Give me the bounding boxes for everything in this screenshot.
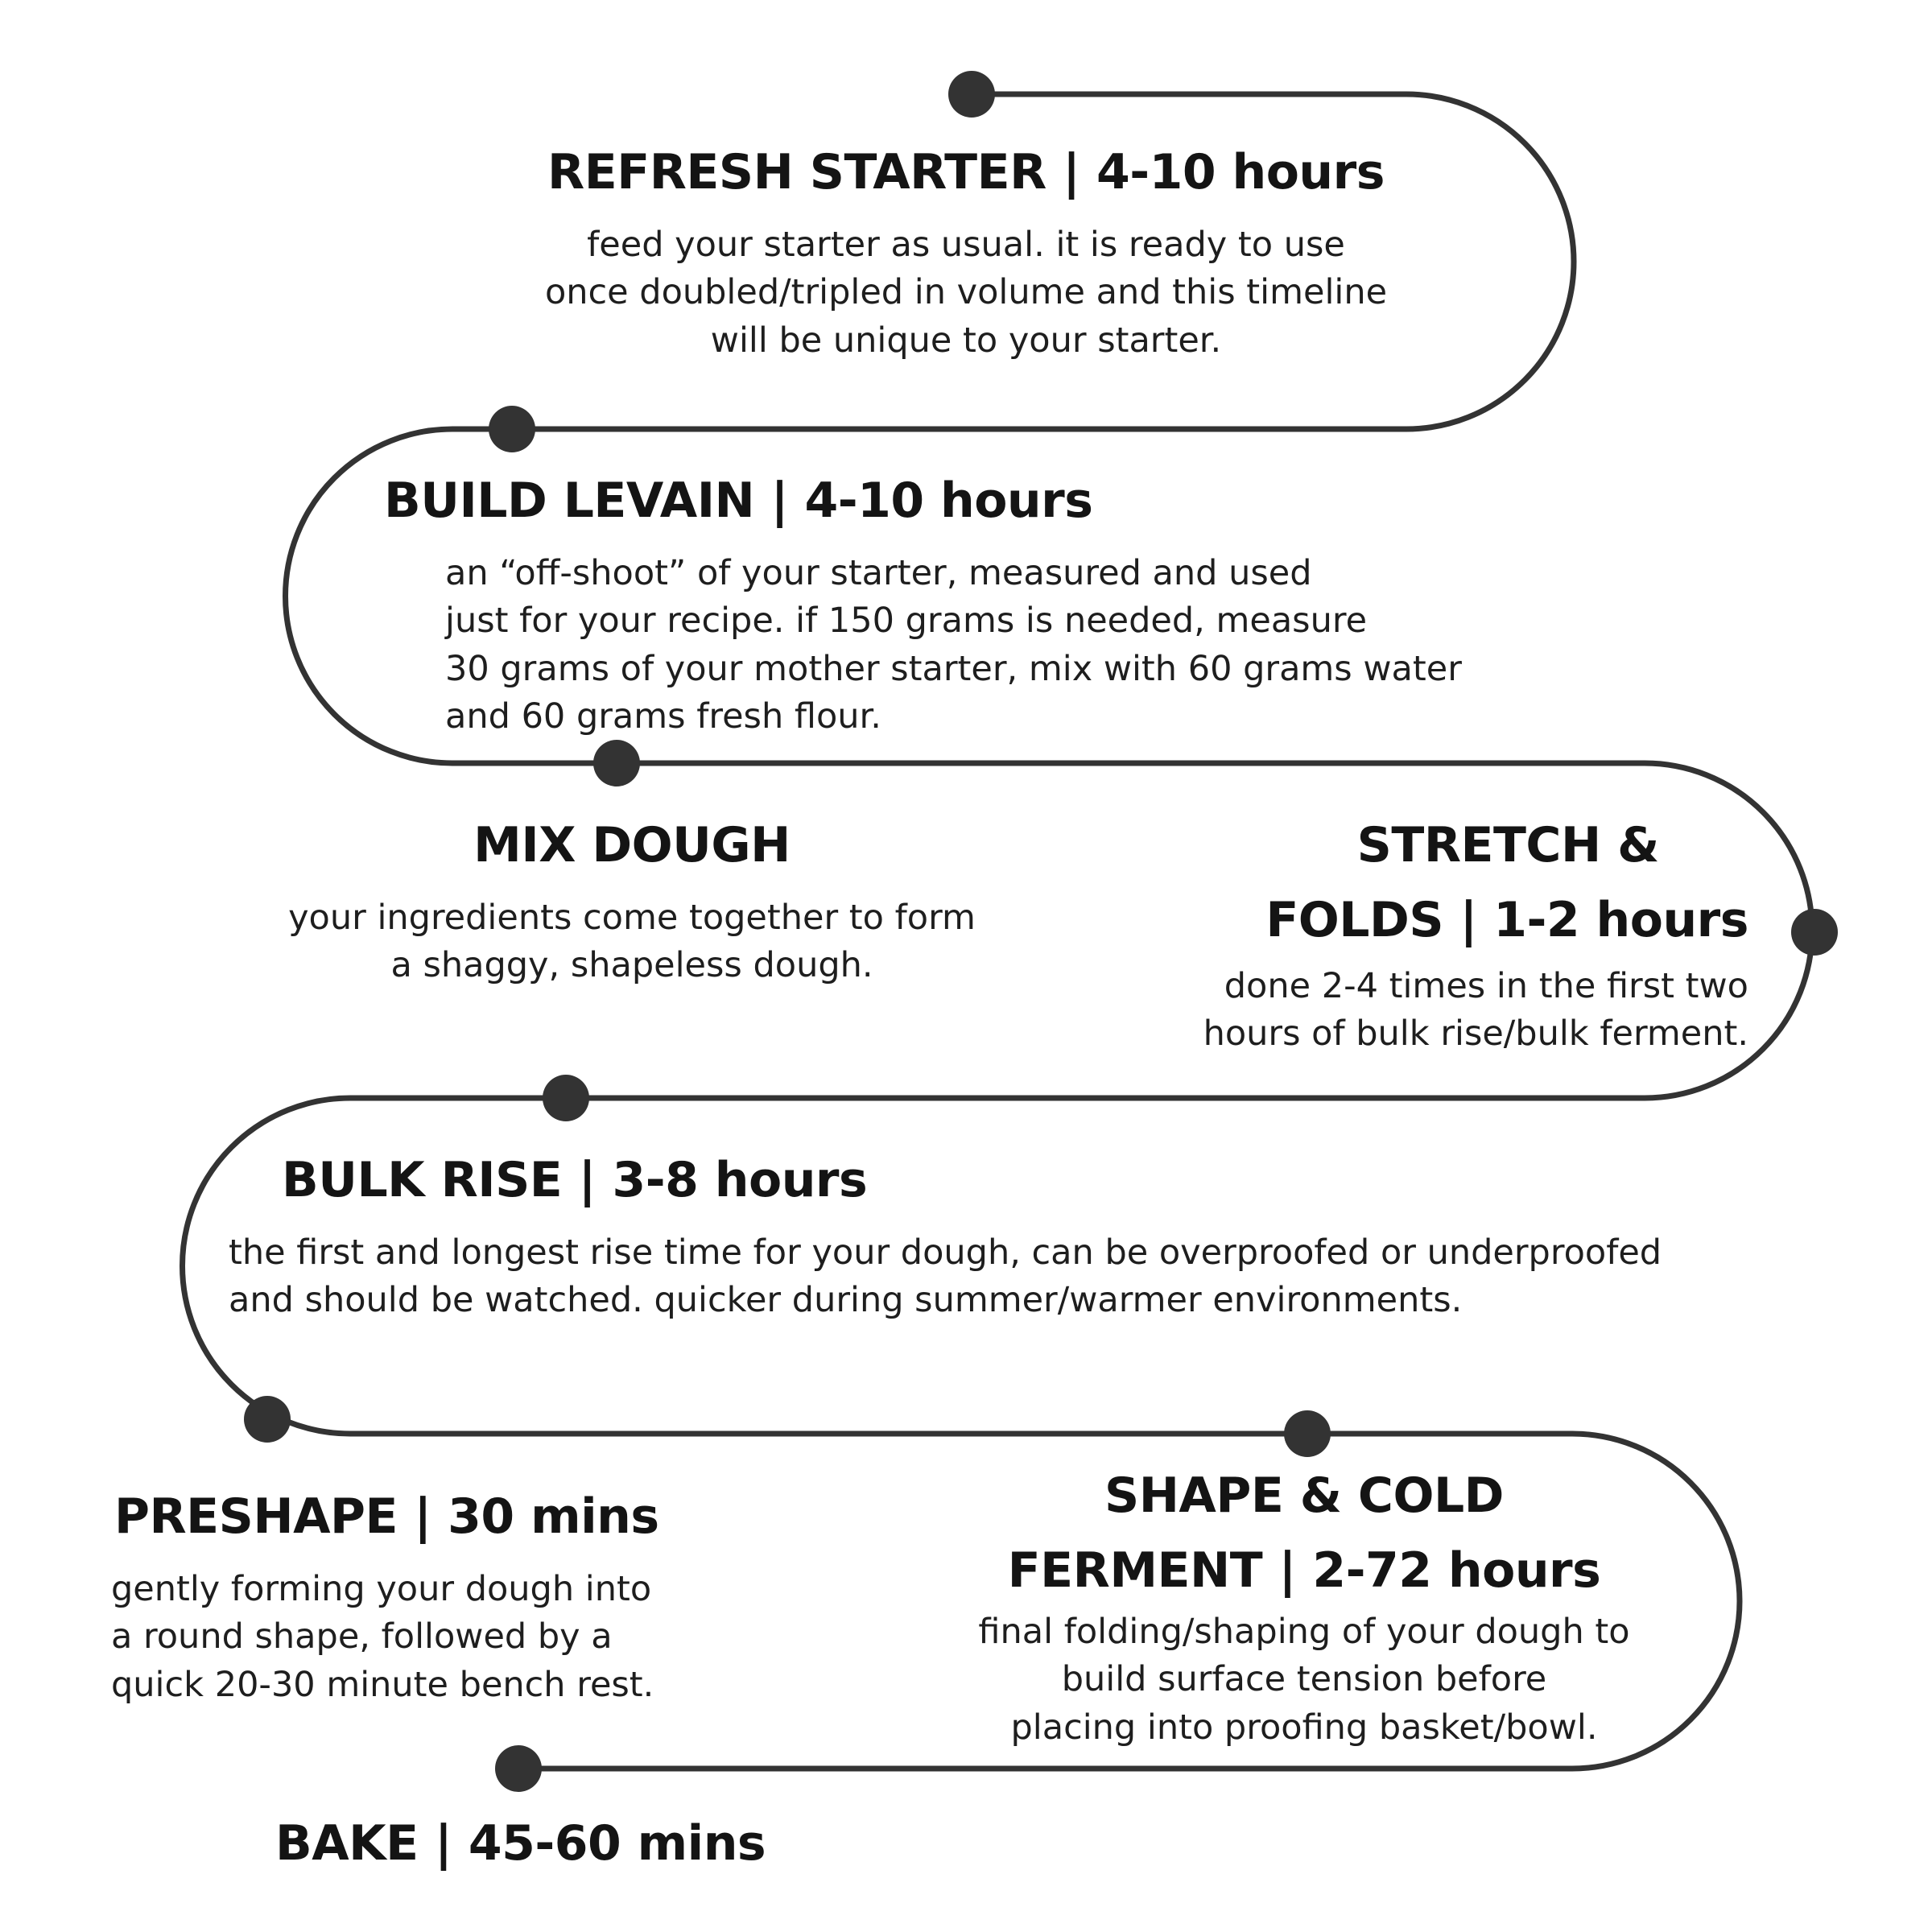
step-title: BULK RISE | 3-8 hours [282,1152,868,1208]
step-title-line: SHAPE & COLD [1104,1468,1504,1524]
step-description [445,550,1462,741]
step-description-line: quick 20-30 minute bench rest. [111,1664,654,1705]
step-description-line: feed your starter as usual. it is ready to use [587,225,1345,265]
timeline-node-shape-cold-ferment [1284,1410,1331,1457]
step-title: MIX DOUGH [473,817,791,873]
step-description-line: hours of bulk rise/bulk ferment. [1203,1013,1748,1055]
step-description-line: just for your recipe. if 150 grams is needed, measure [445,601,1368,642]
step-description [288,894,976,990]
step-description-line: once doubled/tripled in volume and this timeline [544,272,1388,313]
timeline-node-bake [495,1745,542,1792]
step-description [229,1229,1662,1325]
step-preshape [111,1480,659,1709]
step-description-line: the first and longest rise time for your dough, can be overproofed or underproofed [229,1232,1662,1273]
timeline-node-build-levain [489,406,535,452]
step-title-line: FERMENT | 2-72 hours [1007,1542,1601,1599]
step-shape-cold-ferment [978,1459,1629,1752]
step-description-line: a shaggy, shapeless dough. [390,945,873,986]
step-description-line: an “off-shoot” of your starter, measured and used [445,553,1312,593]
step-description-line: your ingredients come together to form [288,898,976,938]
step-description-line: and should be watched. quicker during summer/warmer environments. [229,1280,1463,1321]
step-title-line: FOLDS | 1-2 hours [1265,892,1748,948]
step-description-line: gently forming your dough into [111,1569,652,1609]
timeline-node-bulk-rise [543,1075,589,1121]
timeline-node-mix-dough [593,740,640,786]
step-title: PRESHAPE | 30 mins [114,1488,659,1545]
step-title [1203,808,1748,958]
step-bulk-rise [229,1143,1662,1325]
step-description-line: will be unique to your starter. [710,320,1222,361]
step-refresh-starter [545,135,1387,365]
step-description-line: 30 grams of your mother starter, mix with 60 grams water [445,648,1462,689]
step-bake [275,1806,766,1881]
step-stretch-folds [1203,808,1748,1059]
step-title [978,1459,1629,1608]
step-title: BUILD LEVAIN | 4-10 hours [384,473,1093,529]
step-description-line: and 60 grams fresh flour. [445,696,881,737]
step-description-line: build surface tension before [1061,1659,1547,1700]
step-description-line: done 2-4 times in the first two [1224,966,1748,1006]
timeline-node-stretch-folds [1791,909,1838,956]
timeline-node-preshape [244,1396,291,1443]
step-build-levain [384,464,1462,741]
timeline-node-refresh-starter [948,71,995,118]
step-description [111,1566,659,1709]
step-description [545,221,1387,365]
step-description [978,1608,1629,1752]
step-description-line: a round shape, followed by a [111,1616,613,1657]
step-description-line: final folding/shaping of your dough to [978,1612,1630,1652]
step-description-line: placing into proofing basket/bowl. [1010,1707,1598,1748]
step-title: REFRESH STARTER | 4-10 hours [547,144,1385,200]
step-title-line: STRETCH & [1356,817,1659,873]
step-description [1203,963,1748,1059]
step-mix-dough [288,808,976,990]
step-title: BAKE | 45-60 mins [275,1815,766,1872]
